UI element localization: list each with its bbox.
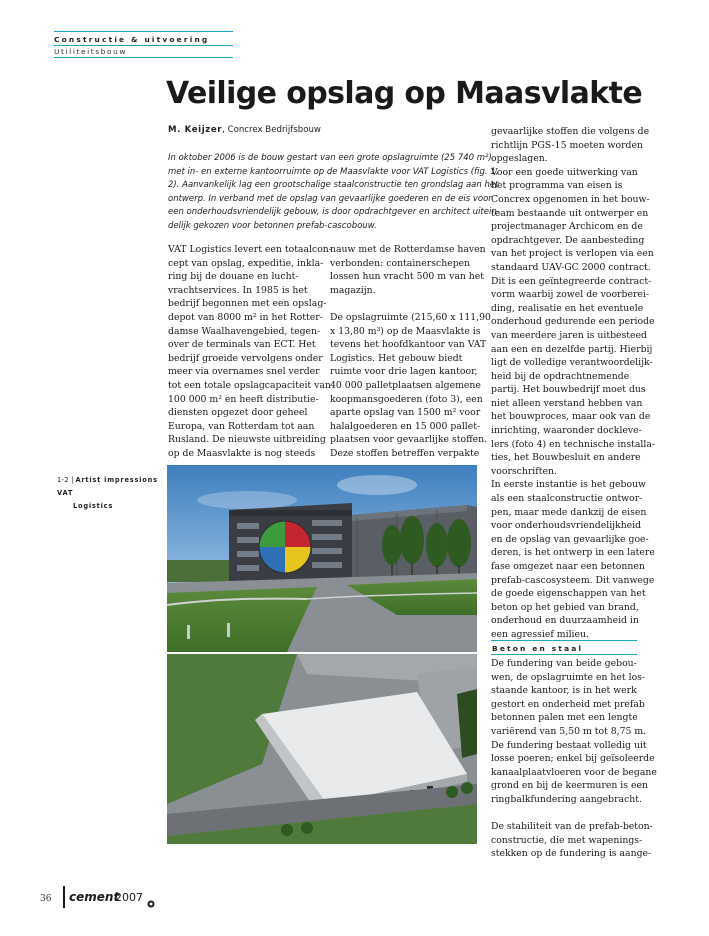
body-text-line: grond en bij de keermuren is een — [491, 780, 648, 792]
intro-line: met in- en externe kantoorruimte op de Maasvlakte voor VAT Logistics (fig. 1, — [168, 166, 499, 177]
header-rule-bottom — [54, 57, 233, 58]
body-text-line: onderhoud gedurende een periode — [491, 316, 655, 328]
body-text-line: ruimte voor drie lagen kantoor, — [330, 366, 478, 378]
body-text-line: heid bij de opdrachtnemende — [491, 370, 630, 382]
body-text-line: tevens het hoofdkantoor van VAT — [330, 339, 487, 351]
caption-line-1: Artist impressions VAT — [57, 476, 158, 497]
body-text-line: ringbalkfundering aangebracht. — [491, 793, 642, 805]
body-text-line: De stabiliteit van de prefab-beton- — [491, 821, 653, 833]
body-text-line: staande kantoor, is in het werk — [491, 685, 637, 697]
body-text-line: De opslagruimte (215,60 x 111,90 — [330, 311, 491, 323]
body-text-line — [330, 297, 480, 311]
intro-line: 2). Aanvankelijk lag een grootschalige staalconstructie ten grondslag aan het — [168, 180, 499, 190]
body-text-line: richtlijn PGS-15 moeten worden — [491, 139, 643, 151]
body-text-line: bedrijf groeide vervolgens onder — [168, 352, 323, 364]
figure-caption — [57, 474, 162, 513]
section2-rule-top — [491, 640, 637, 641]
body-text-line: Dit is een geïntegreerde contract- — [491, 275, 652, 287]
magazine-year: 2007 — [115, 891, 143, 904]
body-text-line: x 13,80 m³) op de Maasvlakte is — [330, 325, 481, 337]
author-line — [168, 125, 321, 135]
article-intro — [168, 152, 500, 233]
body-text-line: nauw met de Rotterdamse haven — [330, 244, 486, 255]
photo-aerial-view — [167, 654, 477, 844]
magazine-logo-icon — [147, 893, 155, 901]
body-text-line: het bouwproces, maar ook van de — [491, 411, 651, 423]
body-text-line: prefab-cascosysteem. Dit vanwege — [491, 574, 655, 586]
subsection-label: Utiliteitsbouw — [54, 47, 128, 56]
body-text-line: constructie, die met wapenings- — [491, 834, 643, 846]
header-rule-middle — [54, 45, 233, 46]
footer-divider — [63, 886, 65, 908]
body-text-line: koopmansgoederen (foto 3), een — [330, 393, 483, 405]
body-text-line: een agressief milieu. — [491, 628, 589, 640]
body-text-line: De fundering van beide gebou- — [491, 658, 637, 669]
section2-rule-bottom — [491, 654, 637, 655]
body-text-line — [491, 807, 651, 821]
body-text-line: vrachtservices. In 1985 is het — [168, 284, 308, 296]
section-label: Constructie & uitvoering — [54, 35, 210, 44]
body-text-line: van meerdere jaren is uitbesteed — [491, 329, 647, 341]
body-text-line: betonnen palen met een lengte — [491, 712, 638, 724]
body-text-line: bedrijf begonnen met een opslag- — [168, 298, 327, 310]
body-text-line: In eerste instantie is het gebouw — [491, 479, 647, 491]
body-text-line: wen, de opslagruimte en het los- — [491, 671, 646, 683]
body-text-line: pen, maar mede dankzij de eisen — [491, 506, 647, 518]
body-text-line: beton op het gebied van brand, — [491, 601, 639, 613]
body-text-line: team bestaande uit ontwerper en — [491, 207, 649, 219]
photo-building-exterior — [167, 465, 477, 652]
body-text-line: cept van opslag, expeditie, inkla- — [168, 257, 324, 269]
body-text-line: onderhoud en duurzaamheid in — [491, 615, 639, 627]
body-column-2 — [330, 243, 491, 461]
body-text-line: tot een totale opslagcapaciteit van — [168, 379, 331, 391]
intro-line: In oktober 2006 is de bouw gestart van een grote opslagruimte (25 740 m²) — [168, 153, 492, 163]
body-text-line: het programma van eisen is — [491, 180, 623, 192]
intro-line: delijk gekozen voor betonnen prefab-cascobouw. — [168, 220, 377, 231]
body-text-line: plaatsen voor gevaarlijke stoffen. — [330, 434, 488, 446]
body-text-line: ties, het Bouwbesluit en andere — [491, 452, 641, 464]
author-affiliation: , Concrex Bedrijfsbouw — [222, 125, 321, 135]
body-text-line: meer via overnames snel verder — [168, 366, 320, 378]
body-text-line: niet alleen verstand hebben van — [491, 397, 643, 409]
body-text-line: ding, realisatie en het eventuele — [491, 302, 644, 314]
header-rule-top — [54, 31, 233, 32]
body-text-line: over de terminals van ECT. Het — [168, 339, 316, 351]
caption-separator: | — [71, 476, 74, 484]
body-text-line: De fundering bestaat volledig uit — [491, 739, 647, 751]
body-text-line: variërend van 5,50 m tot 8,75 m. — [491, 725, 647, 737]
body-text-line: stekken op de fundering is aange- — [491, 848, 652, 860]
body-text-line: de goede eigenschappen van het — [491, 588, 646, 600]
body-text-line: en de opslag van gevaarlijke goe- — [491, 533, 649, 545]
body-text-line: Rusland. De nieuwste uitbreiding — [168, 434, 326, 446]
body-text-line: ring bij de douane en lucht- — [168, 271, 299, 283]
body-text-line: gestort en onderheid met prefab — [491, 698, 645, 710]
body-text-line: VAT Logistics levert een totaalcon- — [168, 244, 332, 255]
page-number: 36 — [40, 894, 52, 904]
body-text-line: voor onderhoudsvriendelijkheid — [491, 520, 642, 532]
body-text-line: gevaarlijke stoffen die volgens de — [491, 126, 650, 137]
body-text-line: opgeslagen. — [491, 153, 548, 165]
body-text-line: lers (foto 4) en technische installa- — [491, 438, 655, 450]
body-text-line: Concrex opgenomen in het bouw- — [491, 193, 650, 205]
body-column-3 — [491, 125, 655, 642]
caption-line-2: Logistics — [73, 502, 114, 510]
body-text-line: op de Maasvlakte is nog steeds — [168, 447, 316, 459]
body-text-line: Voor een goede uitwerking van — [491, 166, 638, 178]
body-text-line: aan een en dezelfde partij. Hierbij — [491, 343, 653, 355]
body-text-line: 100 000 m² en heeft distributie- — [168, 393, 319, 405]
body-text-line: verbonden: containerschepen — [330, 257, 471, 269]
body-text-line: 40 000 palletplaatsen algemene — [330, 379, 481, 391]
author-name: M. Keijzer — [168, 125, 223, 135]
intro-line: ontwerp. In verband met de opslag van gevaarlijke goederen en de eis voor — [168, 193, 492, 204]
intro-line: een onderhoudsvriendelijk gebouw, is door opdrachtgever en architect uitein- — [168, 207, 500, 217]
body-text-line: als een staalconstructie ontwor- — [491, 493, 643, 505]
body-text-line: inrichting, waaronder dockleve- — [491, 425, 642, 437]
body-text-line: opdrachtgever. De aanbesteding — [491, 234, 645, 246]
caption-number: 1-2 — [57, 476, 69, 484]
body-text-line: kanaalplaatvloeren voor de begane — [491, 766, 657, 778]
body-text-line: deren, is het ontwerp in een latere — [491, 547, 655, 559]
body-text-line: van het project is verlopen via een — [491, 248, 654, 260]
magazine-name: cement — [69, 890, 120, 904]
section2-heading: Beton en staal — [492, 644, 584, 653]
body-text-line: lossen hun vracht 500 m van het — [330, 271, 485, 283]
body-text-line: ligt de volledige verantwoordelijk- — [491, 357, 653, 369]
body-text-line: losse poeren; enkel bij geïsoleerde — [491, 753, 655, 765]
article-title: Veilige opslag op Maasvlakte — [166, 76, 643, 111]
body-column-1 — [168, 243, 332, 461]
body-text-line: Europa, van Rotterdam tot aan — [168, 420, 315, 432]
body-text-line: Deze stoffen betreffen verpakte — [330, 447, 480, 459]
body-text-line: halalgoederen en 15 000 pallet- — [330, 420, 481, 432]
body-text-line: damse Waalhavengebied, tegen- — [168, 325, 321, 337]
body-column-3-continued — [491, 657, 657, 861]
body-text-line: diensten opgezet door geheel — [168, 407, 308, 419]
body-text-line: partij. Het bouwbedrijf moet dus — [491, 384, 646, 396]
body-text-line: voorschriften. — [491, 465, 557, 477]
body-text-line: depot van 8000 m² in het Rotter- — [168, 311, 323, 323]
body-text-line: vorm waarbij zowel de voorberei- — [491, 289, 650, 301]
body-text-line: magazijn. — [330, 284, 376, 296]
body-text-line: aparte opslag van 1500 m² voor — [330, 407, 481, 419]
body-text-line: Logistics. Het gebouw biedt — [330, 352, 463, 364]
body-text-line: standaard UAV-GC 2000 contract. — [491, 261, 651, 273]
body-text-line: fase omgezet naar een betonnen — [491, 561, 645, 572]
body-text-line: projectmanager Archicom en de — [491, 221, 643, 233]
